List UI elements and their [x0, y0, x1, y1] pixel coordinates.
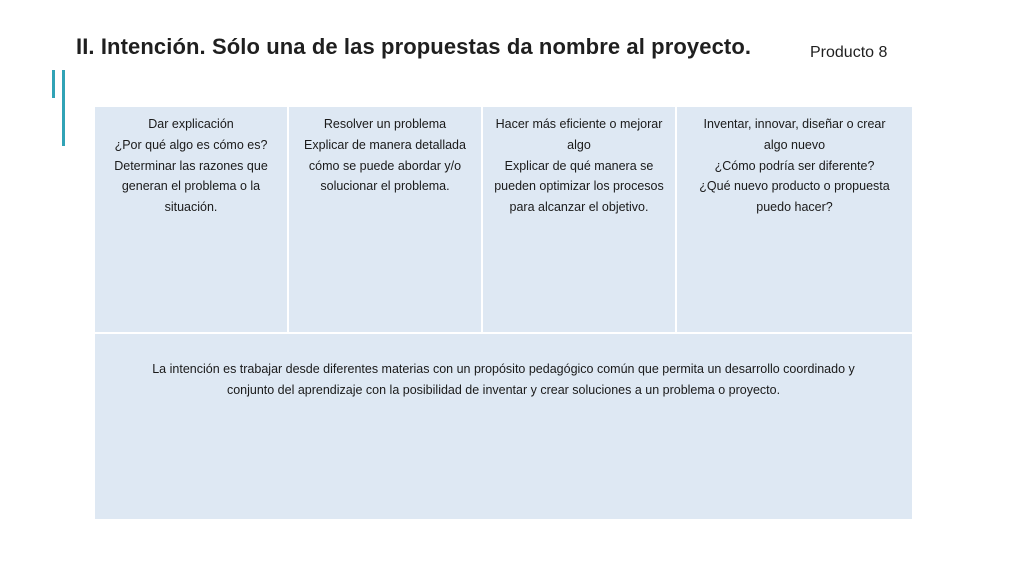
cell-line: Determinar las razones que: [114, 158, 268, 173]
table-cell-intention-summary: [95, 334, 912, 519]
cell-line: Inventar, innovar, diseñar o crear: [703, 117, 886, 131]
cell-line: ¿Qué nuevo producto o propuesta: [699, 179, 890, 194]
accent-bar-inner: [62, 70, 65, 146]
table-cell-invent: [677, 107, 912, 332]
cell-line: ¿Por qué algo es cómo es?: [114, 137, 268, 152]
cell-line: Explicar de manera detallada: [304, 137, 466, 152]
cell-line: algo: [567, 137, 591, 152]
cell-line: solucionar el problema.: [320, 179, 450, 194]
cell-line: Resolver un problema: [323, 117, 447, 131]
cell-line: La intención es trabajar desde diferentes materias con un propósito pedagógico común que permita un desarrollo coordinado y: [152, 362, 855, 376]
table-cell-solve: [289, 107, 481, 332]
cell-line: ¿Cómo podría ser diferente?: [714, 158, 875, 173]
cell-line: conjunto del aprendizaje con la posibilidad de inventar y crear soluciones a un problema o proyecto.: [226, 382, 781, 397]
cell-line: situación.: [164, 200, 218, 215]
cell-line: Explicar de qué manera se: [504, 158, 654, 173]
product-label: Producto 8: [810, 44, 888, 61]
table-cell-improve: [483, 107, 675, 332]
cell-line: Hacer más eficiente o mejorar: [495, 117, 663, 131]
slide-title: II. Intención. Sólo una de las propuestas da nombre al proyecto.: [76, 34, 752, 59]
cell-line: para alcanzar el objetivo.: [509, 200, 649, 215]
cell-line: Dar explicación: [148, 117, 234, 131]
cell-line: pueden optimizar los procesos: [494, 179, 664, 194]
cell-line: cómo se puede abordar y/o: [308, 158, 462, 173]
table-cell-explain: [95, 107, 287, 332]
intention-table: [95, 107, 912, 519]
cell-line: puedo hacer?: [756, 200, 833, 215]
cell-line: generan el problema o la: [121, 179, 261, 194]
cell-line: algo nuevo: [763, 137, 826, 152]
accent-bar-outer: [52, 70, 55, 98]
